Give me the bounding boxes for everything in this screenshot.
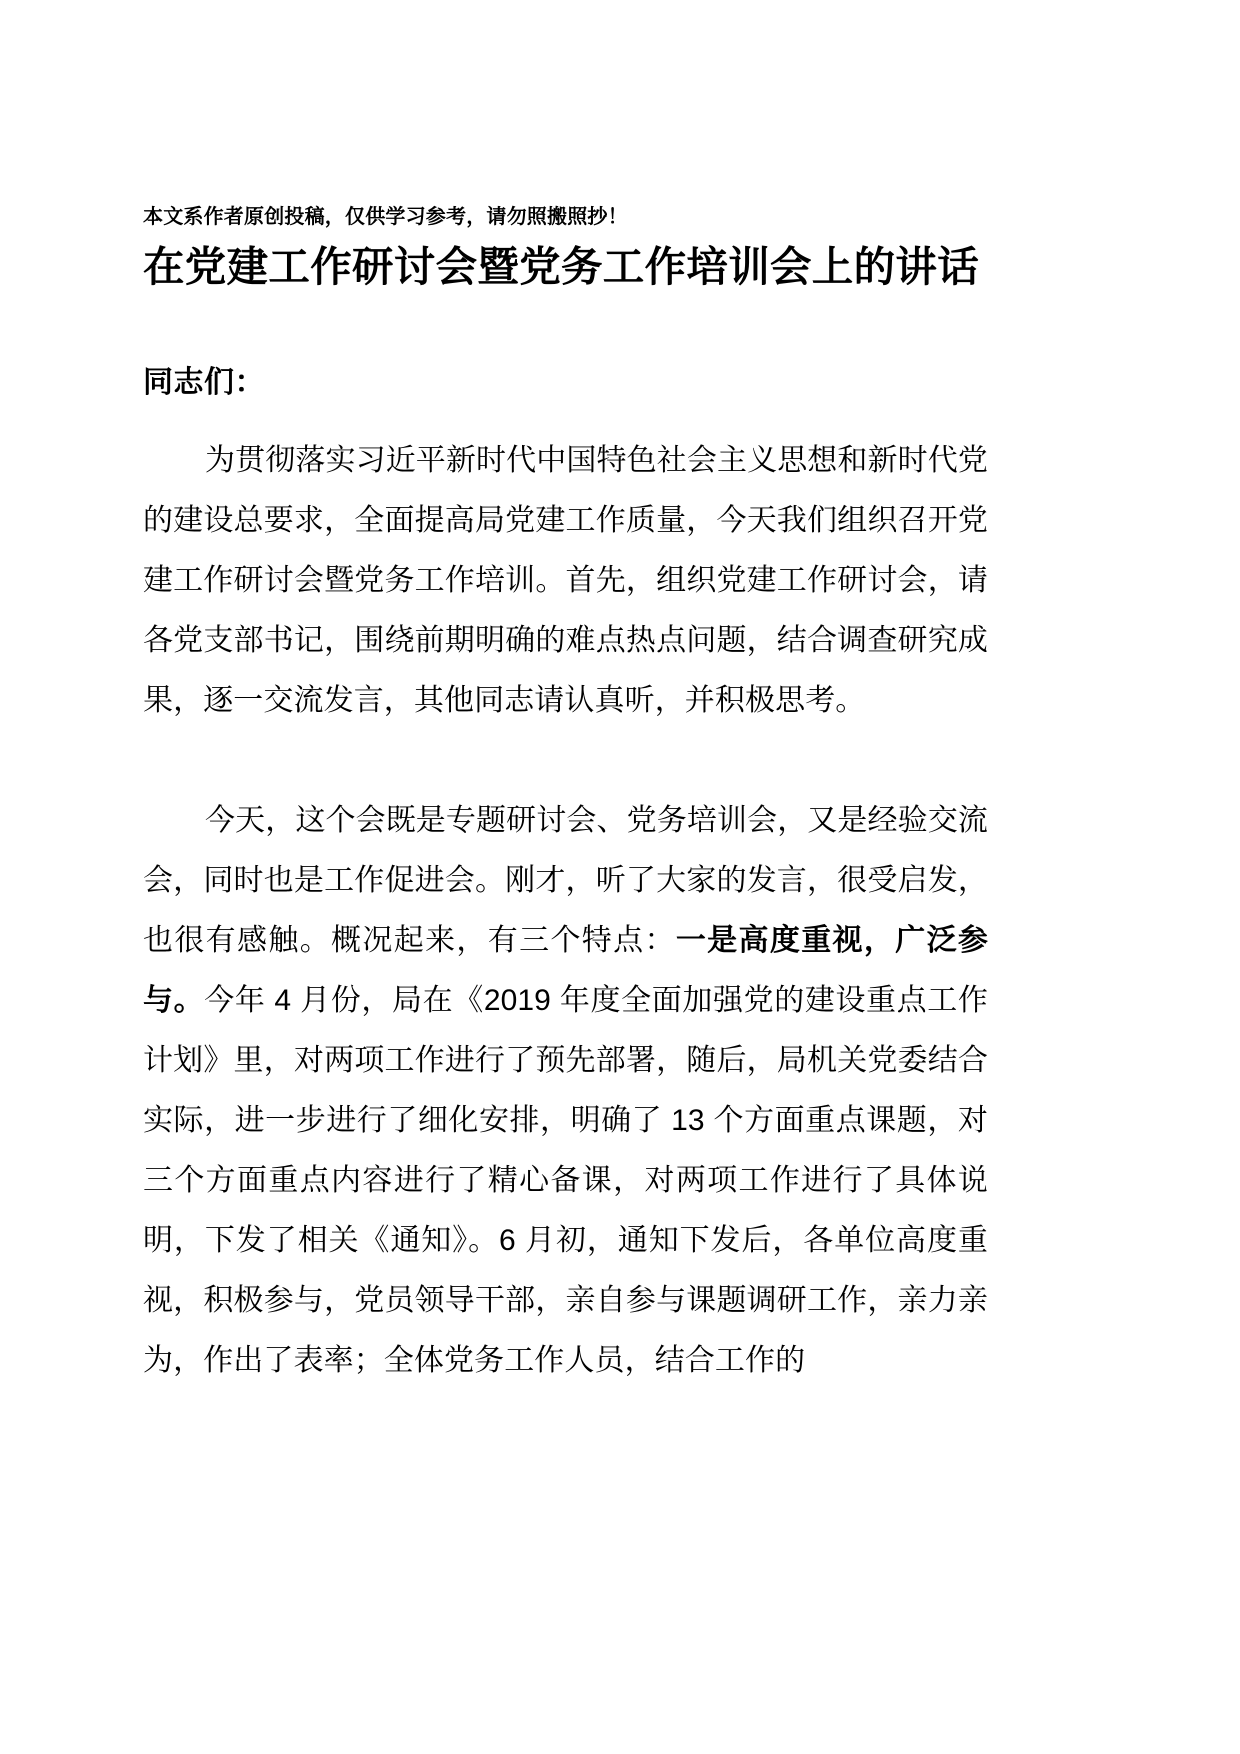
paragraph-2 (143, 731, 988, 1391)
page-title: 在党建工作研讨会暨党务工作培训会上的讲话 (143, 243, 980, 290)
paragraph-2-emphasis: 一是高度重视，广泛参与。 (143, 923, 989, 1017)
paragraph-2-tail: 今年 4 月份，局在《2019 年度全面加强党的建设重点工作计划》里，对两项工作进行了预先部署，随后，局机关党委结合实际，进一步进行了细化安排，明确了 13 个方面重点课题，对三个方面重点内容进行了精心备课，对两项工作进行了具体说明，下发了相关《通知》。6 月初，通知下发后，各单位高度重视，积极参与，党员领导干部，亲自参与课题调研工作，亲力亲为，作出了表率；全体党务工作人员，结合工作的 (143, 983, 988, 1377)
disclaimer-notice: 本文系作者原创投稿，仅供学习参考，请勿照搬照抄！ (143, 206, 628, 228)
salutation: 同志们： (143, 365, 265, 399)
document-content (143, 0, 988, 1391)
paragraph-2-lead: 今天，这个会既是专题研讨会、党务培训会，又是经验交流会，同时也是工作促进会。刚才，听了大家的发言，很受启发，也很有感触。概况起来，有三个特点： (143, 803, 988, 957)
paragraph-1: 为贯彻落实习近平新时代中国特色社会主义思想和新时代党的建设总要求，全面提高局党建工作质量，今天我们组织召开党建工作研讨会暨党务工作培训。首先，组织党建工作研讨会，请各党支部书记，围绕前期明确的难点热点问题，结合调查研究成果，逐一交流发言，其他同志请认真听，并积极思考。 (143, 443, 988, 717)
